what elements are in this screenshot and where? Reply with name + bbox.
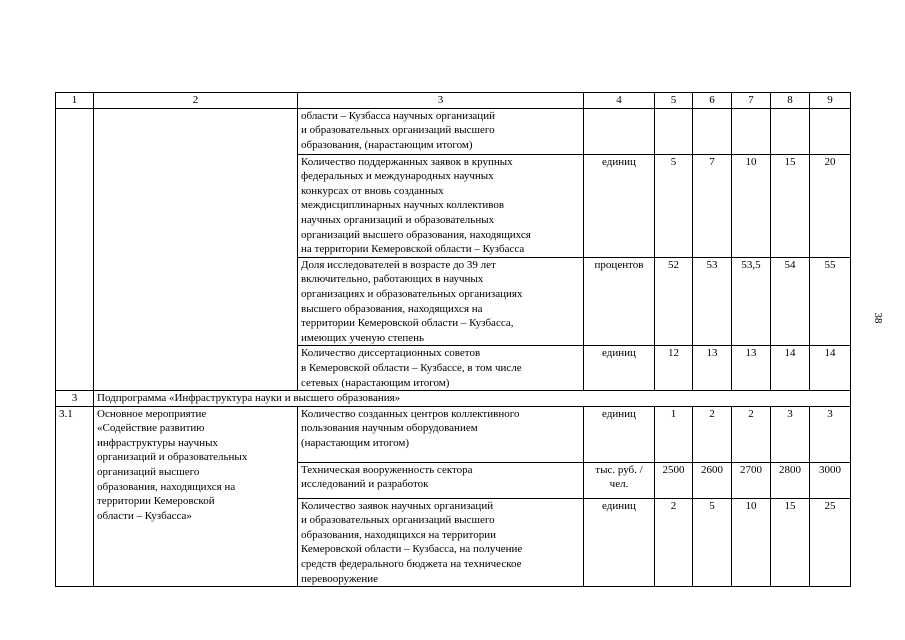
subprogram-title: Подпрограмма «Инфраструктура науки и высшего образования» [94,391,851,407]
value-cell: 54 [771,257,810,346]
value-cell: 10 [732,498,771,587]
value-cell: 53 [693,257,732,346]
value-cell: 2 [693,406,732,462]
value-cell [693,108,732,154]
value-cell: 2 [655,498,693,587]
value-cell: 3 [771,406,810,462]
value-cell: 12 [655,346,693,391]
unit-cell: единиц [584,154,655,257]
value-cell: 2700 [732,462,771,498]
header-cell: 9 [810,93,851,109]
subprogram-row [56,391,851,407]
indicator-name: Техническая вооруженность сектора исследований и разработок [298,462,584,498]
row-number-cell [56,108,94,391]
value-cell: 13 [732,346,771,391]
activity-number: 3.1 [56,406,94,587]
value-cell: 10 [732,154,771,257]
header-cell: 2 [94,93,298,109]
header-cell: 1 [56,93,94,109]
indicators-table [55,92,851,587]
value-cell: 1 [655,406,693,462]
unit-cell [584,108,655,154]
unit-cell: тыс. руб. / чел. [584,462,655,498]
value-cell: 20 [810,154,851,257]
unit-cell: единиц [584,498,655,587]
indicator-name: Количество диссертационных советов в Кемеровской области – Кузбассе, в том числе сетевых (нарастающим итогом) [298,346,584,391]
activity-title: Основное мероприятие «Содействие развитию инфраструктуры научных организаций и образовательных организаций высшего образования, находящихся на территории Кемеровской области – Кузбасса» [94,406,298,587]
value-cell: 53,5 [732,257,771,346]
value-cell [771,108,810,154]
table-row [56,108,851,154]
value-cell: 15 [771,154,810,257]
header-cell: 7 [732,93,771,109]
value-cell [655,108,693,154]
unit-cell: единиц [584,346,655,391]
value-cell: 7 [693,154,732,257]
indicator-name: Количество заявок научных организаций и образовательных организаций высшего образования, находящихся на территории Кемеровской области – Кузбасса, на получение средств федерального бюджета на техническое перевооружение [298,498,584,587]
value-cell: 2 [732,406,771,462]
value-cell: 2800 [771,462,810,498]
value-cell: 3 [810,406,851,462]
value-cell: 13 [693,346,732,391]
value-cell: 3000 [810,462,851,498]
value-cell [732,108,771,154]
value-cell: 2500 [655,462,693,498]
header-cell: 6 [693,93,732,109]
value-cell: 14 [771,346,810,391]
value-cell: 25 [810,498,851,587]
indicator-name: Количество поддержанных заявок в крупных федеральных и международных научных конкурсах от вновь созданных междисциплинарных научных коллективов научных организаций и образовательных организаций высшего образования, находящихся на территории Кемеровской области – Кузбасса [298,154,584,257]
indicator-name: Количество созданных центров коллективного пользования научным оборудованием (нарастающим итогом) [298,406,584,462]
value-cell: 52 [655,257,693,346]
subprogram-number: 3 [56,391,94,407]
indicator-name: Доля исследователей в возрасте до 39 лет включительно, работающих в научных организациях и образовательных организациях высшего образования, находящихся на территории Кемеровской области – Кузбасса, имеющих ученую степень [298,257,584,346]
value-cell: 15 [771,498,810,587]
header-cell: 3 [298,93,584,109]
value-cell: 55 [810,257,851,346]
page-number: 38 [872,312,884,324]
indicator-name: области – Кузбасса научных организаций и образовательных организаций высшего образования, (нарастающим итогом) [298,108,584,154]
header-cell: 4 [584,93,655,109]
value-cell: 5 [655,154,693,257]
value-cell [810,108,851,154]
unit-cell: единиц [584,406,655,462]
header-cell: 8 [771,93,810,109]
header-cell: 5 [655,93,693,109]
table-row [56,406,851,462]
value-cell: 2600 [693,462,732,498]
value-cell: 5 [693,498,732,587]
table-header-row [56,93,851,109]
unit-cell: процентов [584,257,655,346]
activity-cell [94,108,298,391]
value-cell: 14 [810,346,851,391]
